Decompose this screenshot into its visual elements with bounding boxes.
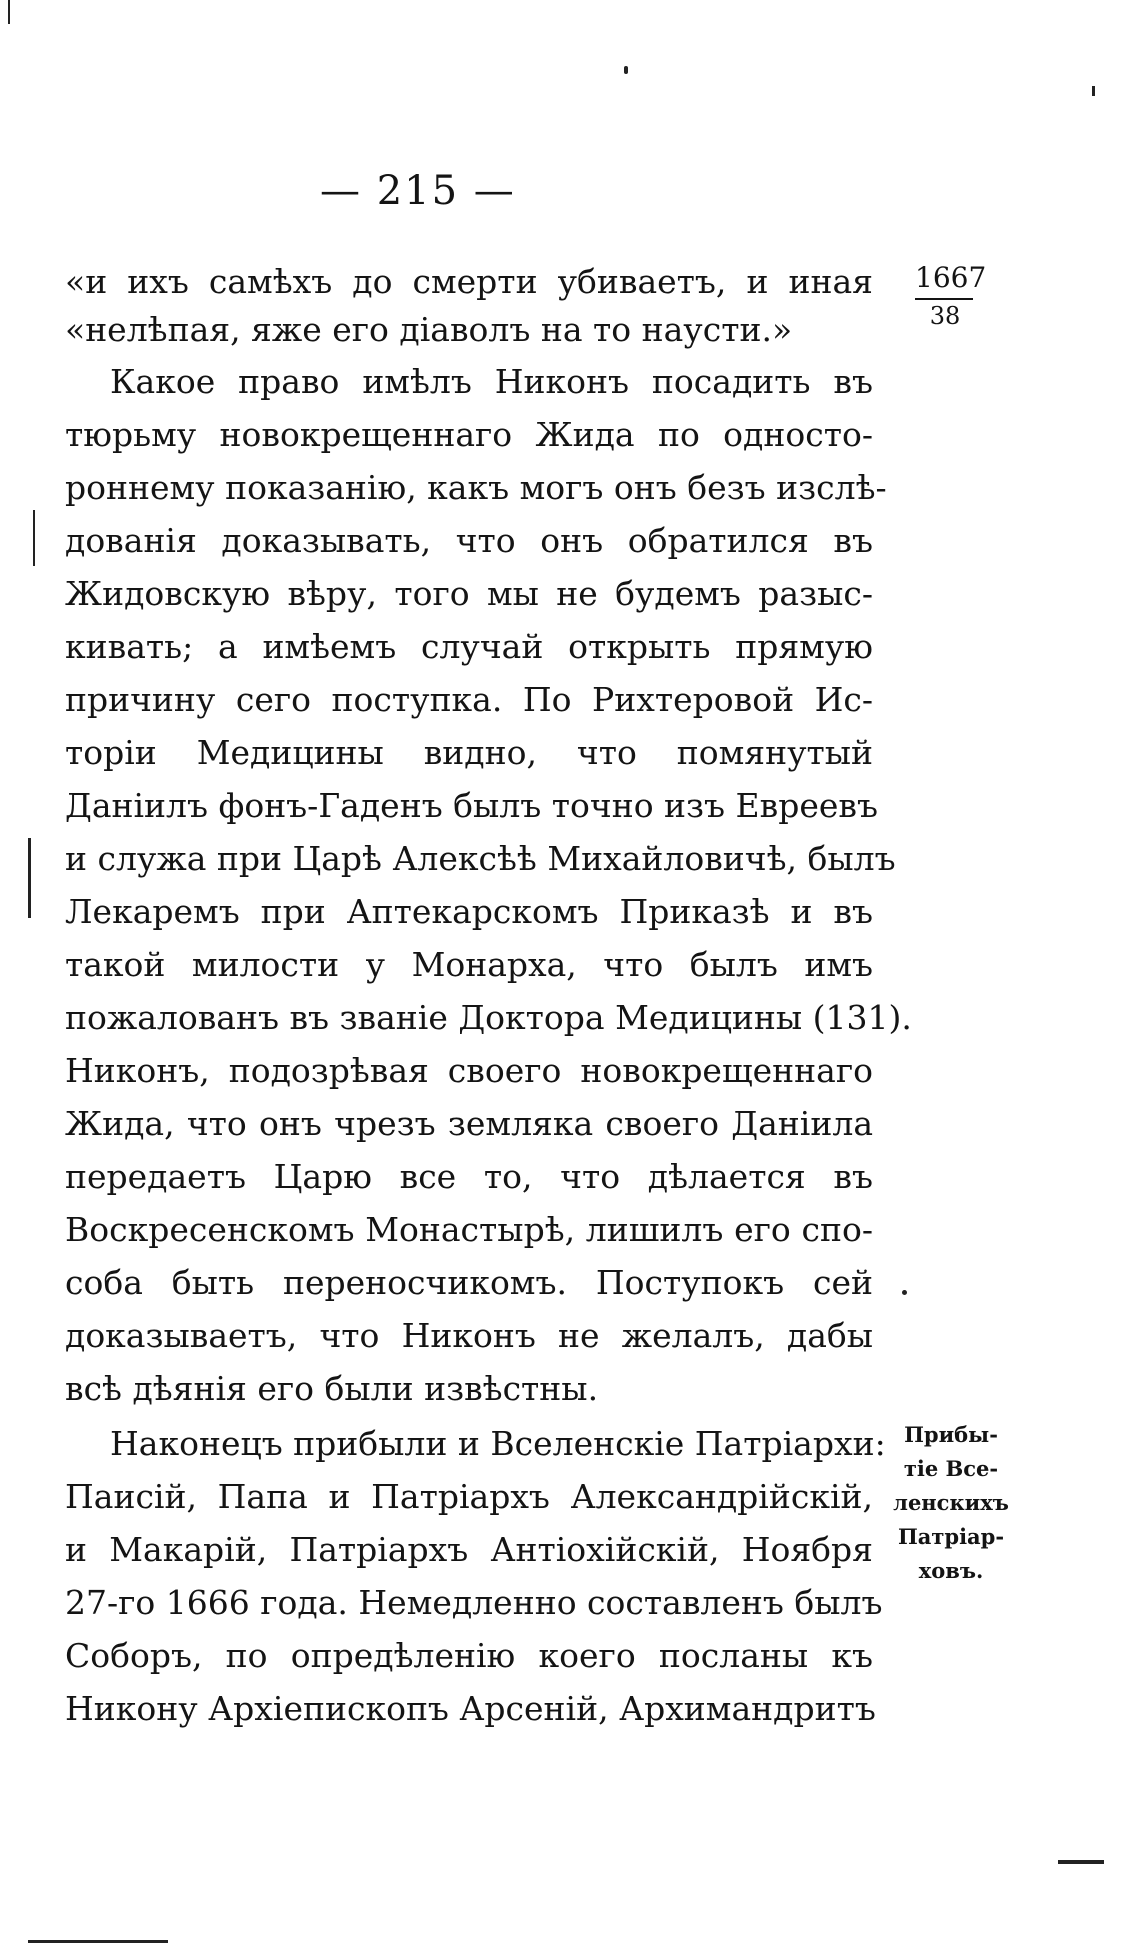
scan-mark [8,0,10,24]
margin-sub-number: 38 [929,302,961,330]
text-line: дованія доказывать, что онъ обратился въ [65,521,873,560]
side-note-line: Прибы- [904,1422,998,1447]
text-line: соба быть переносчикомъ. Поступокъ сей [65,1263,873,1302]
text-line: причину сего поступка. По Рихтеровой Ис- [65,680,873,719]
side-note-line: Патріар- [897,1524,1005,1549]
margin-rule [915,298,973,300]
paragraph-first-line: Наконецъ прибыли и Вселенскіе Патріархи: [110,1424,886,1463]
text-line: и Макарій, Патріархъ Антіохійскій, Ноября [65,1530,873,1569]
text-line: Никонъ, подозрѣвая своего новокрещеннаго [65,1051,873,1090]
scan-mark [28,838,31,918]
text-line: и служа при Царѣ Алексѣѣ Михайловичѣ, былъ [65,839,896,878]
page-number: — 215 — [320,168,516,214]
text-line: «нелѣпая, яже его діаволъ на то наусти.» [65,310,793,349]
text-line: Даніилъ фонъ-Гаденъ былъ точно изъ Евреевъ [65,786,878,825]
side-note [890,1418,1012,1588]
text-line: Лекаремъ при Аптекарскомъ Приказѣ и въ [65,892,873,931]
text-line: Соборъ, по опредѣленію коего посланы къ [65,1636,873,1675]
side-note-line: ленскихъ [893,1490,1009,1515]
scan-mark [28,1940,168,1943]
text-line: тюрьму новокрещеннаго Жида по односто- [65,415,873,454]
text-line: 27-го 1666 года. Немедленно составленъ былъ [65,1583,883,1622]
text-line: Жидовскую вѣру, того мы не будемъ разыс- [65,574,873,613]
side-note-line: ховъ. [918,1558,984,1583]
text-line: всѣ дѣянія его были извѣстны. [65,1369,599,1408]
text-line: «и ихъ самѣхъ до смерти убиваетъ, и иная [65,262,873,301]
text-line: Никону Архіепископъ Арсеній, Архимандритъ [65,1689,876,1728]
text-line: Паисій, Папа и Патріархъ Александрійскій, [65,1477,873,1516]
scan-mark [1092,86,1095,96]
paragraph-first-line: Какое право имѣлъ Никонъ посадить въ [110,362,873,401]
text-line: кивать; а имѣемъ случай открыть прямую [65,627,873,666]
text-line: Жида, что онъ чрезъ земляка своего Даніила [65,1104,873,1143]
scan-mark [1058,1860,1104,1864]
scan-mark [33,510,35,566]
text-line: доказываетъ, что Никонъ не желалъ, дабы [65,1316,873,1355]
scan-mark [902,1290,907,1295]
scan-mark [624,66,628,74]
text-line: пожалованъ въ званіе Доктора Медицины (131). [65,998,912,1037]
text-line: передаетъ Царю все то, что дѣлается въ [65,1157,873,1196]
text-line: роннему показанію, какъ могъ онъ безъ изслѣ- [65,468,887,507]
text-line: такой милости у Монарха, что былъ имъ [65,945,873,984]
text-line: Воскресенскомъ Монастырѣ, лишилъ его спо- [65,1210,873,1249]
side-note-line: тіе Все- [903,1456,999,1481]
text-line: торіи Медицины видно, что помянутый [65,733,873,772]
margin-year: 1667 [915,261,987,294]
